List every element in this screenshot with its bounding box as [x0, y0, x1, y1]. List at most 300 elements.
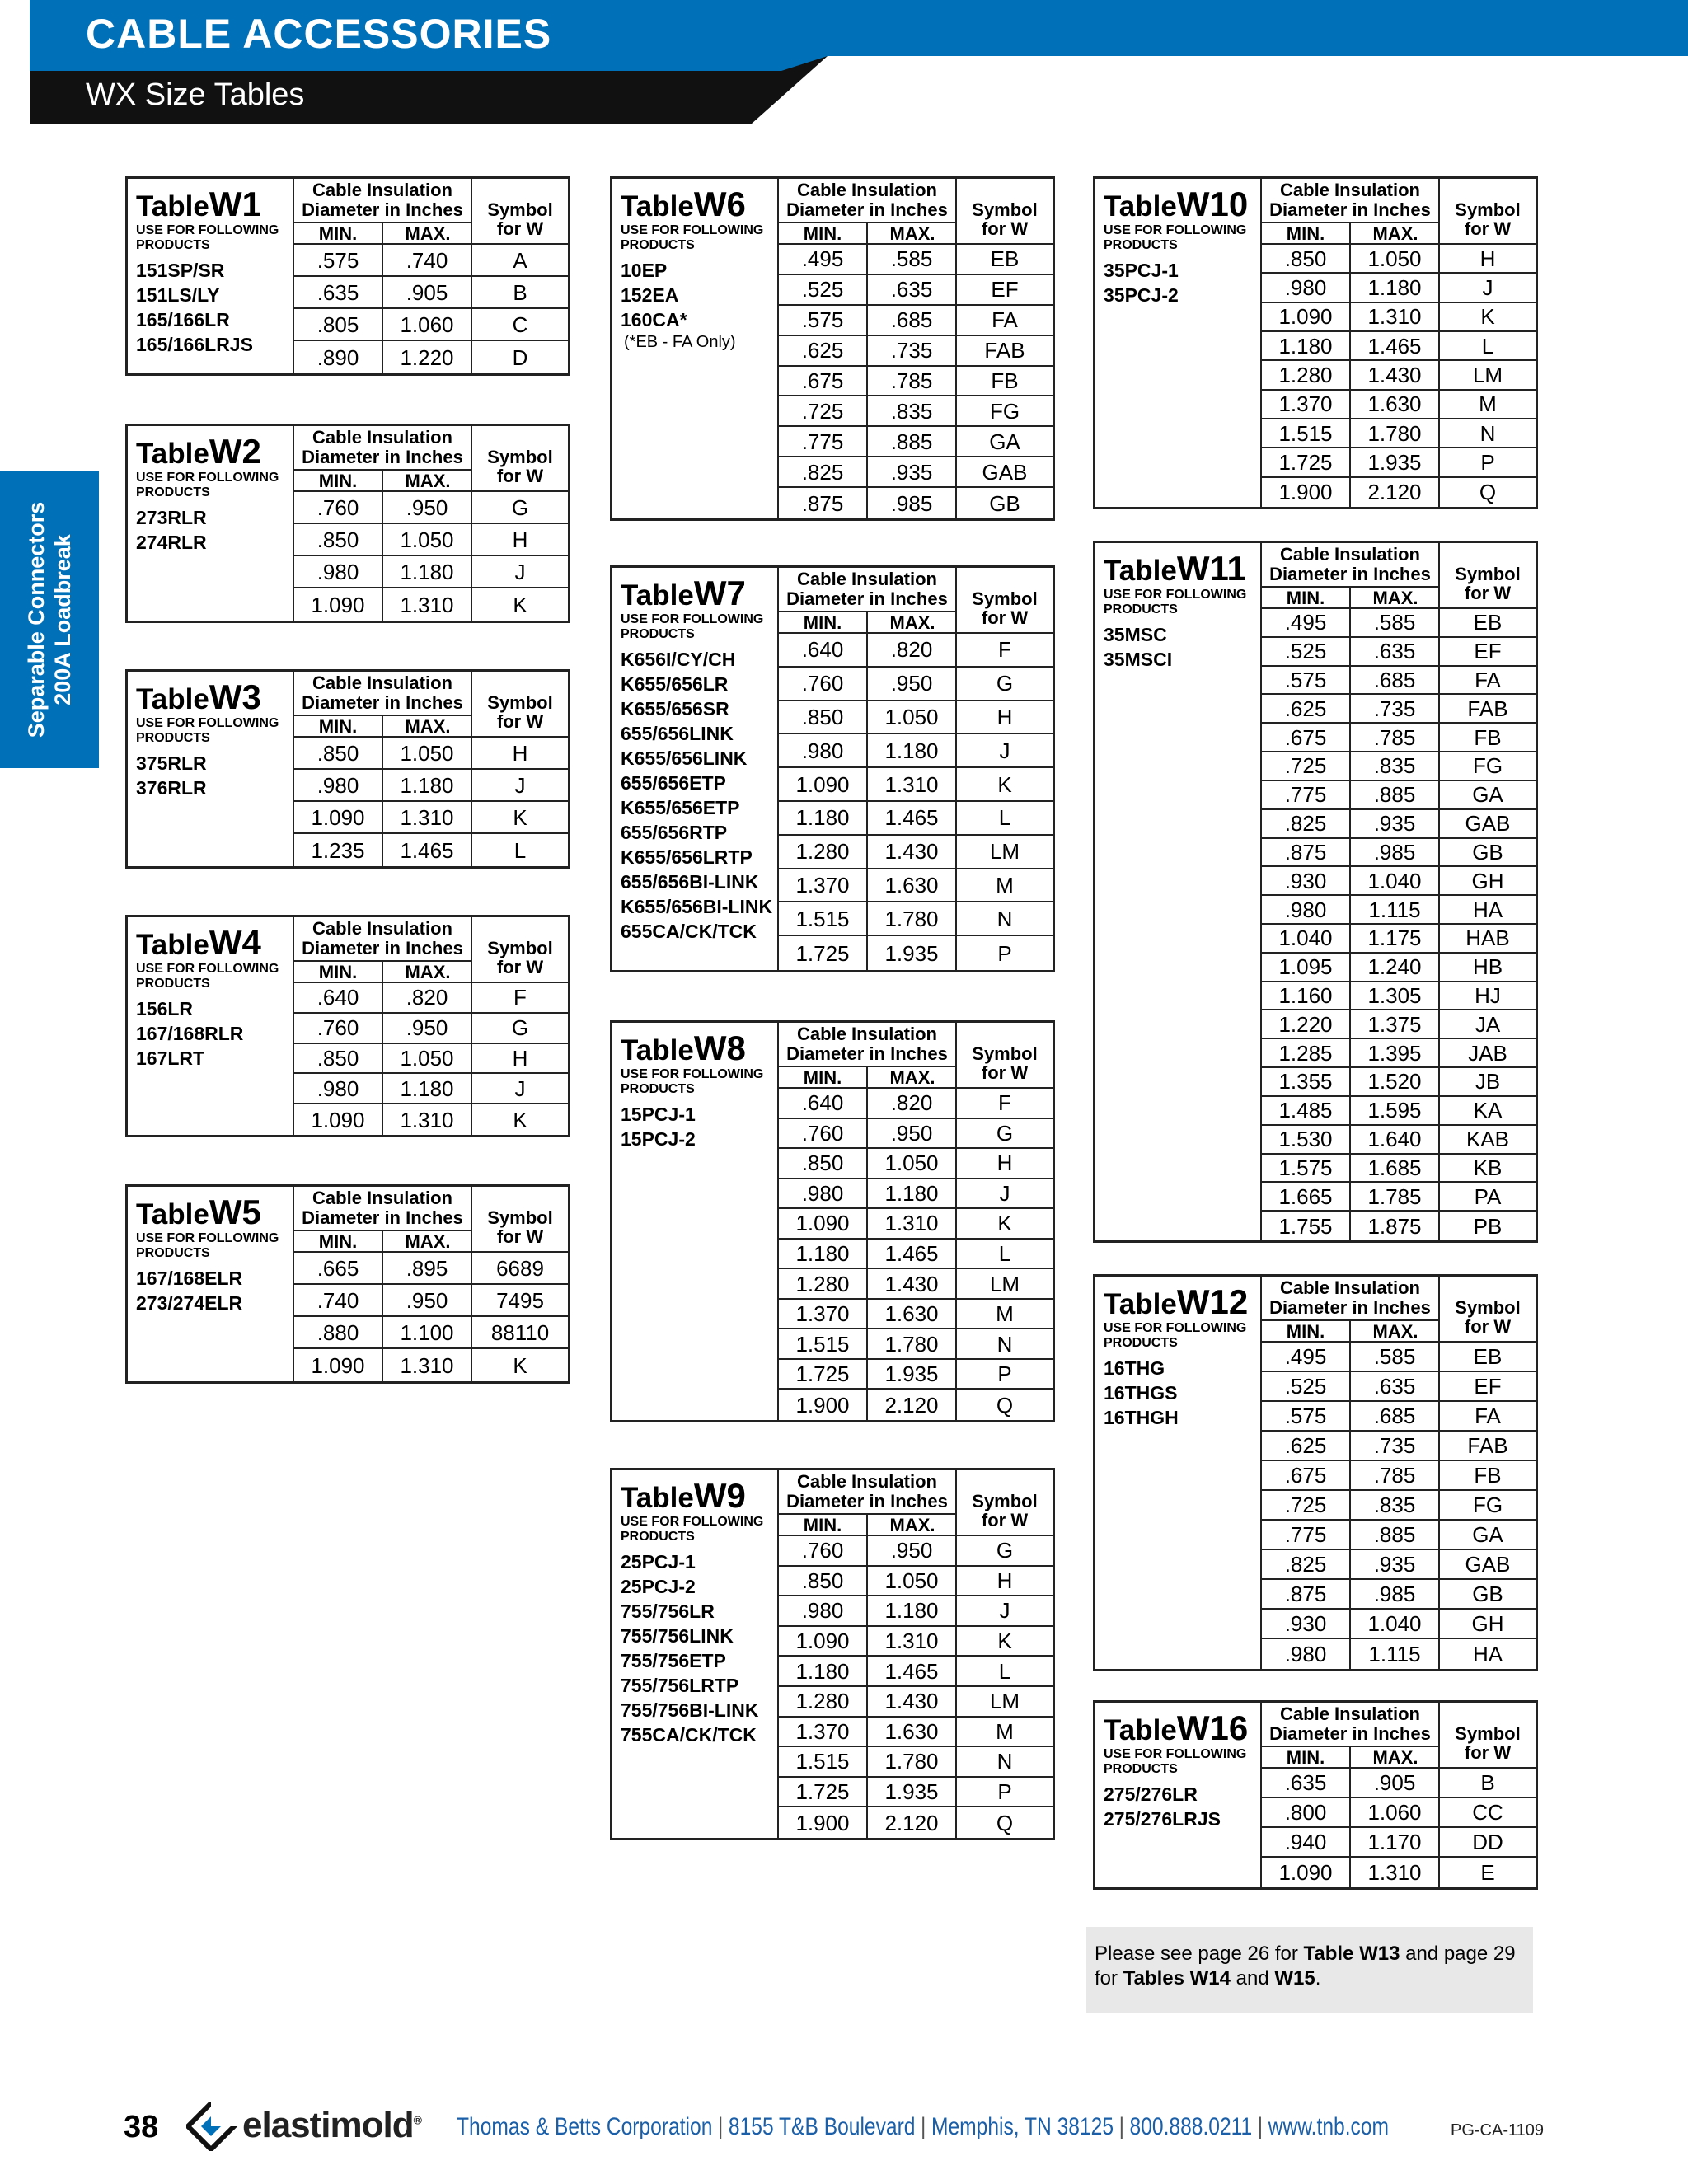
section-tab	[0, 471, 99, 768]
symbol-cell	[1440, 1010, 1536, 1038]
symbol-cell	[957, 734, 1053, 766]
min-cell	[779, 1536, 868, 1565]
symbol-cell-value: K	[997, 771, 1012, 797]
table-info	[612, 568, 779, 970]
symbol-header-line1: Symbol	[1455, 199, 1521, 220]
max-cell	[1351, 361, 1440, 388]
max-cell	[1351, 478, 1440, 507]
table-row	[779, 1119, 1053, 1150]
symbol-cell-value: K	[513, 1352, 528, 1378]
insulation-header-line2: Diameter in Inches	[1269, 199, 1431, 220]
symbol-cell-value: PA	[1474, 1183, 1502, 1209]
symbol-header-line2: for W	[1464, 583, 1512, 603]
symbol-cell	[957, 1687, 1053, 1716]
min-cell	[779, 668, 868, 700]
max-cell	[383, 245, 472, 275]
column-header	[1262, 1277, 1536, 1343]
min-cell	[779, 306, 868, 335]
min-header: MIN.	[1262, 1319, 1351, 1341]
table-row	[1262, 1461, 1536, 1491]
symbol-cell-value: LM	[989, 839, 1020, 865]
max-cell	[1351, 638, 1440, 665]
max-cell-value: 1.780	[1367, 420, 1422, 446]
max-cell	[383, 556, 472, 587]
symbol-cell	[1440, 1432, 1536, 1460]
max-cell	[1351, 667, 1440, 694]
max-cell-value: .895	[406, 1255, 448, 1281]
symbol-cell-value: GB	[1472, 1582, 1503, 1606]
table-row	[294, 1285, 568, 1317]
min-cell	[1262, 1155, 1351, 1182]
note-bold: W15	[1274, 1967, 1315, 1990]
table-code: W3	[209, 677, 261, 716]
symbol-cell	[1440, 1039, 1536, 1066]
table-word: Table	[136, 929, 209, 961]
min-cell	[779, 1718, 868, 1746]
symbol-cell	[1440, 954, 1536, 981]
table-code: W4	[209, 923, 261, 962]
symbol-cell-value: DD	[1472, 1830, 1503, 1854]
symbol-cell	[1440, 667, 1536, 694]
symbol-cell	[1440, 1126, 1536, 1153]
min-cell	[779, 1329, 868, 1358]
use-for-label: USE FOR FOLLOWING PRODUCTS	[136, 1231, 279, 1260]
product-item: 167LRT	[136, 1047, 205, 1069]
min-cell-value: .775	[1284, 1522, 1327, 1547]
max-cell-value: .740	[406, 247, 448, 273]
min-cell	[294, 738, 383, 768]
table-word: Table	[136, 438, 209, 470]
table-word: Table	[1104, 555, 1177, 587]
table-row	[294, 834, 568, 866]
max-cell-value: 1.115	[1368, 1642, 1421, 1666]
max-header: MAX.	[1351, 586, 1440, 607]
symbol-cell-value: FAB	[984, 338, 1025, 363]
product-item: 25PCJ-1	[621, 1551, 696, 1572]
table-row	[1262, 1798, 1536, 1828]
max-cell	[868, 275, 957, 304]
table-row	[294, 983, 568, 1014]
min-cell	[294, 1014, 383, 1043]
symbol-cell-value: FA	[992, 307, 1018, 333]
table-row	[779, 1536, 1053, 1567]
symbol-cell-value: J	[1482, 274, 1493, 300]
min-cell	[1262, 1010, 1351, 1038]
table-row	[1262, 867, 1536, 896]
max-cell	[868, 1567, 957, 1596]
symbol-header-line2: for W	[496, 218, 544, 239]
min-cell-value: 1.280	[1278, 362, 1333, 387]
symbol-header	[957, 1023, 1053, 1087]
min-cell	[1262, 982, 1351, 1010]
table-info	[128, 426, 294, 621]
symbol-cell-value: M	[996, 872, 1014, 898]
min-cell-value: .775	[801, 429, 844, 454]
symbol-cell	[1440, 1372, 1536, 1400]
min-cell	[294, 1104, 383, 1135]
max-cell-value: .635	[1373, 1374, 1416, 1399]
max-cell	[868, 1390, 957, 1420]
min-cell-value: .760	[316, 1015, 359, 1041]
max-cell	[1351, 303, 1440, 330]
column-header	[1262, 1703, 1536, 1769]
symbol-header-line1: Symbol	[972, 588, 1038, 609]
max-cell	[383, 277, 472, 307]
max-cell	[1351, 274, 1440, 301]
max-cell-value: .835	[1373, 1493, 1416, 1517]
max-cell	[383, 1253, 472, 1283]
max-cell-value: 1.180	[884, 1598, 939, 1624]
min-cell	[294, 245, 383, 275]
max-cell-value: 1.115	[1368, 897, 1421, 922]
max-cell	[383, 1044, 472, 1073]
product-item: K655/656LINK	[621, 748, 748, 769]
product-item: 655/656LINK	[621, 723, 734, 744]
min-header: MIN.	[1262, 222, 1351, 243]
min-cell	[1262, 361, 1351, 388]
symbol-cell-value: D	[512, 344, 528, 370]
max-cell-value: 1.685	[1367, 1155, 1422, 1180]
table-word: Table	[621, 579, 694, 612]
max-cell-value: .950	[890, 1120, 933, 1146]
registered-mark: ®	[413, 2113, 421, 2127]
note-text: and	[1230, 1967, 1275, 1990]
product-item: 275/276LR	[1104, 1783, 1198, 1805]
min-cell	[779, 701, 868, 733]
max-cell-value: 1.310	[884, 771, 939, 797]
min-cell	[779, 427, 868, 456]
table-row	[1262, 1521, 1536, 1550]
min-cell	[779, 768, 868, 800]
symbol-cell-value: Q	[996, 1392, 1014, 1418]
symbol-cell	[472, 277, 568, 307]
min-cell-value: .625	[801, 338, 844, 363]
symbol-cell-value: 6689	[496, 1255, 544, 1281]
symbol-header	[472, 426, 568, 490]
symbol-cell-value: L	[513, 837, 527, 863]
max-cell	[1351, 925, 1440, 952]
max-cell-value: 1.050	[884, 704, 939, 729]
table-row	[1262, 1432, 1536, 1461]
product-item: 16THGS	[1104, 1382, 1178, 1404]
max-cell	[1351, 1610, 1440, 1638]
min-cell	[779, 936, 868, 970]
table-row	[1262, 609, 1536, 638]
max-cell	[868, 1300, 957, 1329]
symbol-cell-value: HJ	[1475, 983, 1501, 1009]
max-cell	[868, 396, 957, 425]
symbol-cell-value: EF	[991, 277, 1019, 302]
separator: |	[717, 2113, 724, 2140]
max-cell-value: .985	[1373, 1582, 1416, 1606]
max-cell-value: .785	[1373, 724, 1416, 750]
website-link[interactable]: www.tnb.com	[1268, 2113, 1390, 2140]
table-info	[128, 917, 294, 1135]
min-cell-value: .980	[1284, 897, 1327, 922]
min-cell	[1262, 1798, 1351, 1826]
min-cell	[779, 488, 868, 518]
symbol-cell-value: GH	[1471, 868, 1504, 893]
min-cell	[779, 1627, 868, 1656]
min-cell-value: .640	[316, 985, 359, 1010]
symbol-cell-value: GAB	[1465, 811, 1511, 837]
symbol-cell-value: G	[511, 1015, 529, 1041]
max-cell	[1351, 1769, 1440, 1797]
min-cell-value: .675	[1284, 724, 1327, 750]
max-cell	[868, 1718, 957, 1746]
max-cell-value: 1.180	[400, 559, 454, 584]
symbol-cell-value: G	[511, 494, 529, 520]
table-row	[779, 1209, 1053, 1240]
max-cell-value: 1.430	[1367, 362, 1422, 387]
min-cell-value: 1.515	[795, 906, 850, 931]
table-row	[779, 306, 1053, 336]
max-cell	[1351, 781, 1440, 808]
min-cell	[294, 277, 383, 307]
symbol-cell	[957, 1627, 1053, 1656]
symbol-cell-value: GA	[989, 429, 1020, 454]
max-header: MAX.	[1351, 1319, 1440, 1341]
symbol-cell	[957, 634, 1053, 666]
max-cell-value: 1.305	[1367, 983, 1422, 1009]
product-item: 655CA/CK/TCK	[621, 921, 757, 942]
max-cell	[868, 836, 957, 868]
product-list	[136, 996, 286, 1071]
product-list	[1104, 1782, 1254, 1831]
size-table-w11	[1093, 541, 1538, 1243]
product-item: 156LR	[136, 998, 194, 1019]
symbol-cell-value: H	[512, 740, 528, 766]
table-info	[1095, 1277, 1262, 1669]
table-code: W11	[1176, 549, 1246, 588]
max-cell	[868, 1657, 957, 1685]
min-cell-value: .930	[1284, 868, 1327, 893]
symbol-header-line2: for W	[1464, 218, 1512, 239]
symbol-cell	[1440, 1798, 1536, 1826]
min-cell-value: 1.090	[795, 1629, 850, 1654]
max-cell	[1351, 724, 1440, 751]
table-code: W12	[1176, 1282, 1249, 1321]
min-cell-value: 1.370	[795, 1301, 850, 1327]
min-cell	[1262, 695, 1351, 722]
table-row	[1262, 638, 1536, 667]
min-cell	[1262, 1610, 1351, 1638]
table-row	[779, 768, 1053, 802]
min-cell-value: 1.180	[1278, 333, 1333, 359]
symbol-cell-value: K	[1480, 304, 1495, 330]
symbol-cell	[472, 341, 568, 373]
product-item: 273RLR	[136, 507, 207, 528]
table-row	[1262, 1858, 1536, 1887]
min-cell-value: 1.235	[311, 837, 365, 863]
use-for-label: USE FOR FOLLOWING PRODUCTS	[1104, 223, 1247, 252]
table-row	[294, 1317, 568, 1349]
min-cell	[294, 802, 383, 832]
table-row	[294, 245, 568, 277]
min-cell-value: 1.515	[795, 1749, 850, 1774]
max-cell-value: .905	[406, 279, 448, 305]
min-cell	[1262, 781, 1351, 808]
use-for-label: USE FOR FOLLOWING PRODUCTS	[1104, 1321, 1247, 1350]
symbol-cell-value: H	[996, 1151, 1013, 1176]
min-cell-value: .880	[316, 1319, 359, 1345]
table-title	[621, 576, 771, 611]
page-subtitle: WX Size Tables	[86, 77, 305, 112]
symbol-cell-value: G	[996, 671, 1014, 696]
symbol-cell	[957, 802, 1053, 834]
max-cell	[1351, 896, 1440, 923]
insulation-header-line2: Diameter in Inches	[302, 447, 463, 467]
max-header: MAX.	[868, 1513, 957, 1535]
symbol-cell	[957, 336, 1053, 365]
table-row	[779, 634, 1053, 668]
max-cell	[1351, 448, 1440, 476]
max-cell-value: .685	[1373, 1404, 1416, 1428]
min-cell	[779, 1657, 868, 1685]
max-cell	[1351, 419, 1440, 447]
table-row	[1262, 1769, 1536, 1798]
symbol-cell-value: N	[996, 1331, 1013, 1357]
symbol-cell	[1440, 361, 1536, 388]
symbol-cell	[957, 1778, 1053, 1807]
symbol-cell	[1440, 1521, 1536, 1549]
min-cell	[294, 588, 383, 621]
symbol-cell	[957, 1807, 1053, 1838]
max-cell-value: 1.630	[884, 1301, 939, 1327]
min-cell	[1262, 1097, 1351, 1124]
symbol-cell	[1440, 1550, 1536, 1578]
size-table-w8	[610, 1020, 1055, 1422]
max-header: MAX.	[383, 469, 472, 490]
min-cell	[779, 1179, 868, 1208]
min-cell	[779, 1240, 868, 1268]
max-cell-value: 2.120	[884, 1810, 939, 1835]
table-row	[1262, 1402, 1536, 1432]
min-cell-value: 1.040	[1278, 926, 1333, 951]
table-row	[1262, 781, 1536, 810]
insulation-header-line2: Diameter in Inches	[1269, 564, 1431, 584]
symbol-cell-value: EB	[1473, 1344, 1503, 1369]
min-cell	[1262, 1828, 1351, 1856]
table-title	[621, 187, 771, 222]
max-cell	[1351, 332, 1440, 359]
table-row	[1262, 925, 1536, 954]
symbol-cell-value: L	[998, 1658, 1011, 1684]
min-header: MIN.	[779, 611, 868, 632]
table-code: W8	[693, 1029, 746, 1067]
min-cell	[779, 1596, 868, 1625]
symbol-cell-value: H	[512, 527, 528, 552]
table-row	[1262, 361, 1536, 390]
max-cell-value: 1.875	[1367, 1213, 1422, 1239]
max-cell-value: 1.595	[1367, 1098, 1422, 1123]
symbol-cell-value: JA	[1475, 1011, 1501, 1037]
symbol-cell	[957, 245, 1053, 274]
table-row	[1262, 810, 1536, 839]
table-row	[779, 1747, 1053, 1778]
symbol-header-line2: for W	[981, 1062, 1029, 1083]
table-row	[1262, 1343, 1536, 1372]
section-tab-line2: 200A Loadbreak	[50, 534, 75, 705]
insulation-header-line1: Cable Insulation	[312, 427, 452, 448]
symbol-cell	[1440, 1461, 1536, 1489]
symbol-cell	[957, 275, 1053, 304]
min-cell-value: .980	[801, 1598, 844, 1624]
min-header: MIN.	[294, 715, 383, 736]
table-row	[294, 588, 568, 621]
symbol-cell	[472, 1074, 568, 1103]
min-cell-value: .875	[801, 490, 844, 516]
min-cell	[294, 1044, 383, 1073]
table-word: Table	[1104, 1288, 1177, 1320]
max-cell-value: 1.935	[1367, 449, 1422, 475]
min-cell-value: 1.095	[1278, 954, 1333, 980]
product-item: 165/166LRJS	[136, 334, 253, 355]
symbol-cell-value: HA	[1472, 1642, 1503, 1666]
max-cell	[1351, 609, 1440, 636]
table-row	[1262, 839, 1536, 868]
table-row	[1262, 274, 1536, 302]
min-cell	[1262, 1126, 1351, 1153]
table-row	[779, 1360, 1053, 1390]
min-cell-value: 1.180	[795, 805, 850, 831]
max-cell	[868, 1536, 957, 1565]
symbol-cell-value: FB	[1474, 724, 1502, 750]
table-row	[779, 668, 1053, 701]
min-cell	[1262, 332, 1351, 359]
min-cell	[294, 834, 383, 866]
min-cell	[779, 336, 868, 365]
min-cell-value: 1.090	[795, 771, 850, 797]
symbol-cell	[1440, 1769, 1536, 1797]
table-row	[779, 457, 1053, 488]
min-cell	[1262, 303, 1351, 330]
max-cell	[1351, 391, 1440, 418]
symbol-cell-value: K	[513, 804, 528, 830]
min-cell	[1262, 1402, 1351, 1430]
insulation-header-line1: Cable Insulation	[797, 569, 937, 589]
symbol-header-line2: for W	[981, 1510, 1029, 1530]
symbol-cell-value: FG	[1472, 1493, 1503, 1517]
product-item: 167/168ELR	[136, 1268, 243, 1289]
symbol-cell	[957, 1747, 1053, 1776]
min-cell	[779, 1089, 868, 1118]
table-code: W1	[209, 185, 261, 223]
use-for-label: USE FOR FOLLOWING PRODUCTS	[1104, 1747, 1247, 1776]
min-cell-value: 1.280	[795, 839, 850, 865]
min-cell-value: .575	[1284, 668, 1327, 693]
max-cell-value: .735	[1373, 696, 1416, 721]
min-cell	[1262, 925, 1351, 952]
symbol-cell-value: J	[514, 772, 526, 798]
symbol-cell	[1440, 1343, 1536, 1371]
symbol-cell	[1440, 925, 1536, 952]
table-row	[294, 1074, 568, 1104]
size-table-w1	[125, 176, 570, 376]
symbol-cell	[957, 936, 1053, 970]
symbol-cell-value: GAB	[1465, 1552, 1511, 1577]
min-cell	[1262, 1491, 1351, 1519]
symbol-header-line1: Symbol	[1455, 1297, 1521, 1318]
min-cell-value: 1.900	[795, 1392, 850, 1418]
table-word: Table	[1104, 1714, 1177, 1746]
max-cell	[868, 1687, 957, 1716]
header-banner	[0, 0, 1688, 124]
min-cell-value: .725	[1284, 753, 1327, 779]
min-cell	[294, 556, 383, 587]
min-cell-value: .495	[801, 246, 844, 272]
product-item: 655/656ETP	[621, 772, 726, 794]
